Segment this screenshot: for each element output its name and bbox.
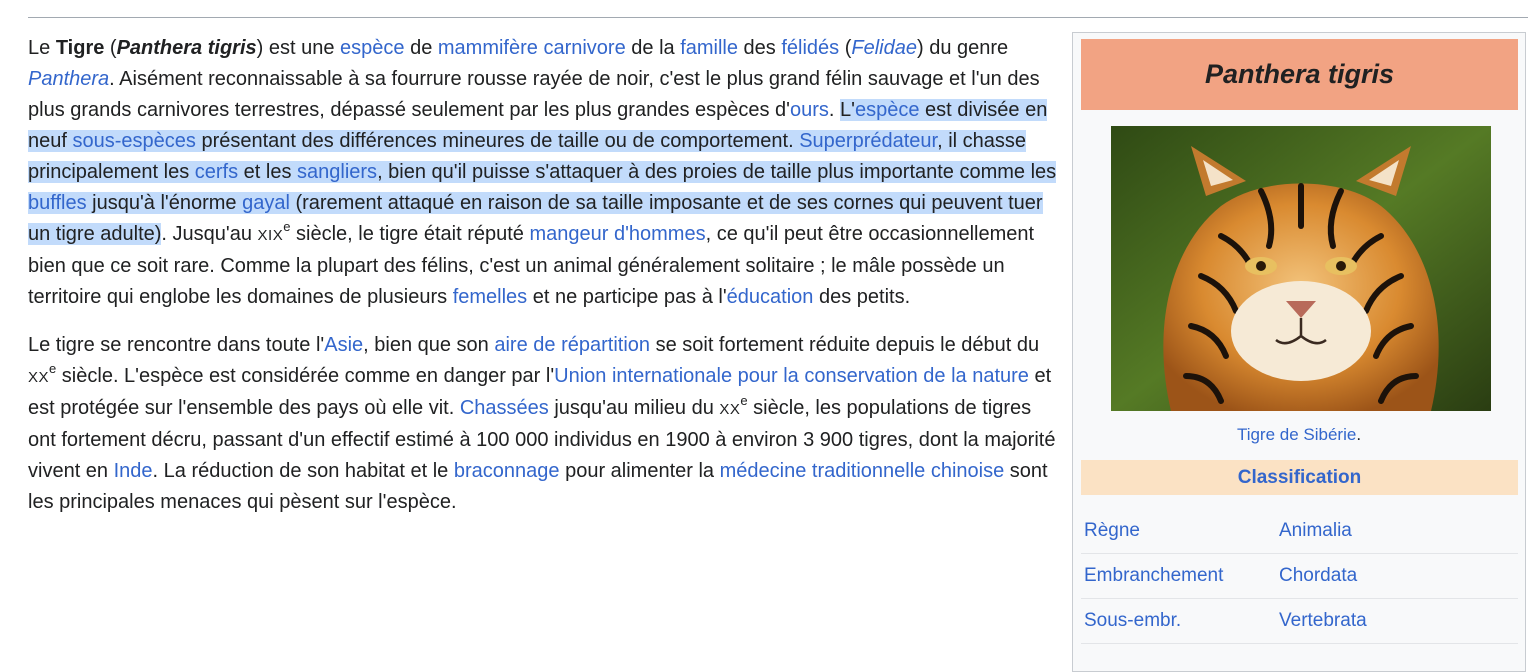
text: . Jusqu'au: [161, 223, 258, 245]
superscript: e: [49, 361, 57, 377]
text: se soit fortement réduite depuis le début du: [650, 334, 1040, 356]
text: 100 000 individus: [476, 429, 632, 451]
classification-header: [1081, 460, 1518, 495]
link-chassees[interactable]: Chassées: [459, 397, 549, 419]
link-inde[interactable]: Inde: [113, 460, 153, 482]
link-famille[interactable]: famille: [680, 37, 738, 59]
text: . La réduction de son habitat et le: [152, 460, 454, 482]
text: (: [839, 37, 852, 59]
link-femelles[interactable]: femelles: [452, 286, 528, 308]
text: sont les principales menaces qui pèsent sur l'espèce.: [28, 460, 1048, 513]
intro-paragraph-2: [28, 330, 1058, 518]
text: (rarement attaqué en raison de sa taille imposante et de ses cornes qui peuvent tuer un tigre adulte): [28, 192, 1043, 245]
superscript: e: [283, 219, 291, 235]
classification-row-regne: [1081, 509, 1518, 554]
tiger-photo[interactable]: [1111, 126, 1491, 411]
classification-row-embranchement: [1081, 554, 1518, 599]
text: siècle, les populations de tigres ont fortement décru, passant d'un effectif estimé à: [28, 397, 1032, 451]
text: et est protégée sur l'ensemble des pays où elle vit.: [28, 365, 1052, 419]
text: des petits.: [813, 286, 911, 308]
link-panthera[interactable]: Panthera: [28, 68, 110, 90]
link-sous-especes[interactable]: sous-espèces: [72, 130, 196, 152]
superscript: e: [740, 393, 748, 409]
text: jusqu'au milieu du: [548, 397, 720, 419]
link-medecine-traditionnelle-chinoise[interactable]: médecine traditionnelle chinoise: [719, 460, 1005, 482]
century-numeral: XX: [28, 369, 50, 386]
taxobox: [1072, 32, 1526, 672]
link-tigre-de-siberie[interactable]: Tigre de Sibérie: [1236, 425, 1357, 444]
taxobox-title: Panthera tigris: [1081, 39, 1518, 110]
rank-link[interactable]: Embranchement: [1084, 565, 1224, 586]
text: , il chasse principalement les: [28, 130, 1027, 183]
text: ) est une: [256, 37, 341, 59]
link-classification[interactable]: Classification: [1237, 466, 1362, 488]
link-education[interactable]: éducation: [726, 286, 814, 308]
link-asie[interactable]: Asie: [324, 334, 364, 356]
text: est divisée en neuf: [28, 99, 1048, 152]
text: Le: [28, 37, 56, 59]
text: pour alimenter la: [559, 460, 720, 482]
text: , bien qu'il puisse s'attaquer à des proies de taille plus importante comme les: [377, 161, 1057, 183]
text: jusqu'à l'énorme: [86, 192, 243, 214]
text: . Aisément reconnaissable à sa fourrure rousse rayée de noir, c'est le plus grand félin sauvage et l'un des plus grands carnivores terrestres, dépassé seulement par les plus grandes espèces d': [28, 68, 1040, 121]
link-felides[interactable]: félidés: [781, 37, 840, 59]
text: Le tigre se rencontre dans toute l': [28, 334, 325, 356]
rank-link[interactable]: Règne: [1084, 520, 1140, 541]
link-felidae[interactable]: Felidae: [851, 37, 917, 59]
article-subject-bold: Tigre: [55, 37, 105, 59]
text: et ne participe pas à l': [527, 286, 727, 308]
rank-link[interactable]: Sous-embr.: [1084, 610, 1182, 631]
text: , bien que son: [363, 334, 495, 356]
century-numeral: XX: [719, 401, 741, 418]
text: des: [737, 37, 782, 59]
text: et les: [238, 161, 298, 183]
link-espece[interactable]: espèce: [855, 99, 920, 121]
intro-paragraph-1: [28, 33, 1058, 313]
taxobox-caption: [1073, 423, 1525, 447]
text: présentant des différences mineures de taille ou de comportement.: [195, 130, 800, 152]
link-uicn[interactable]: Union internationale pour la conservation de la nature: [554, 365, 1029, 387]
link-espece[interactable]: espèce: [340, 37, 405, 59]
link-sangliers[interactable]: sangliers: [297, 161, 378, 183]
link-aire-de-repartition[interactable]: aire de répartition: [494, 334, 651, 356]
text: de: [404, 37, 438, 59]
text: L': [840, 99, 855, 121]
taxon-link[interactable]: Animalia: [1279, 520, 1352, 541]
link-mammifere-carnivore[interactable]: mammifère carnivore: [437, 37, 626, 59]
header-divider: [28, 17, 1528, 18]
link-cerfs[interactable]: cerfs: [194, 161, 239, 183]
text: .: [828, 99, 841, 121]
link-mangeur-d-hommes[interactable]: mangeur d'hommes: [529, 223, 706, 245]
text: , ce qu'il peut être occasionnellement bien que ce soit rare. Comme la plupart des félins, c'est un animal généralement solitaire ; le mâle possède un territoire qui englobe les domaines de plusieurs: [28, 223, 1035, 308]
scientific-name-bold: Panthera tigris: [116, 37, 257, 59]
link-ours[interactable]: ours: [790, 99, 829, 121]
text: siècle, le tigre était réputé: [290, 223, 530, 245]
classification-row-sous-embr: [1081, 599, 1518, 644]
link-gayal[interactable]: gayal: [242, 192, 290, 214]
text: ) du genre: [916, 37, 1009, 59]
text: en 1900 à environ 3 900 tigres, dont la majorité vivent en: [28, 429, 1056, 482]
classification-table: [1081, 509, 1518, 644]
link-buffles[interactable]: buffles: [28, 192, 87, 214]
taxon-link[interactable]: Vertebrata: [1279, 610, 1367, 631]
taxon-link[interactable]: Chordata: [1279, 565, 1358, 586]
text: .: [1356, 425, 1362, 444]
century-numeral: XIX: [257, 227, 284, 244]
link-braconnage[interactable]: braconnage: [453, 460, 560, 482]
link-superpredateur[interactable]: Superprédateur: [799, 130, 938, 152]
article-body: [28, 33, 1058, 518]
text: siècle. L'espèce est considérée comme en danger par l': [56, 365, 555, 387]
text: de la: [625, 37, 681, 59]
text: (: [104, 37, 117, 59]
